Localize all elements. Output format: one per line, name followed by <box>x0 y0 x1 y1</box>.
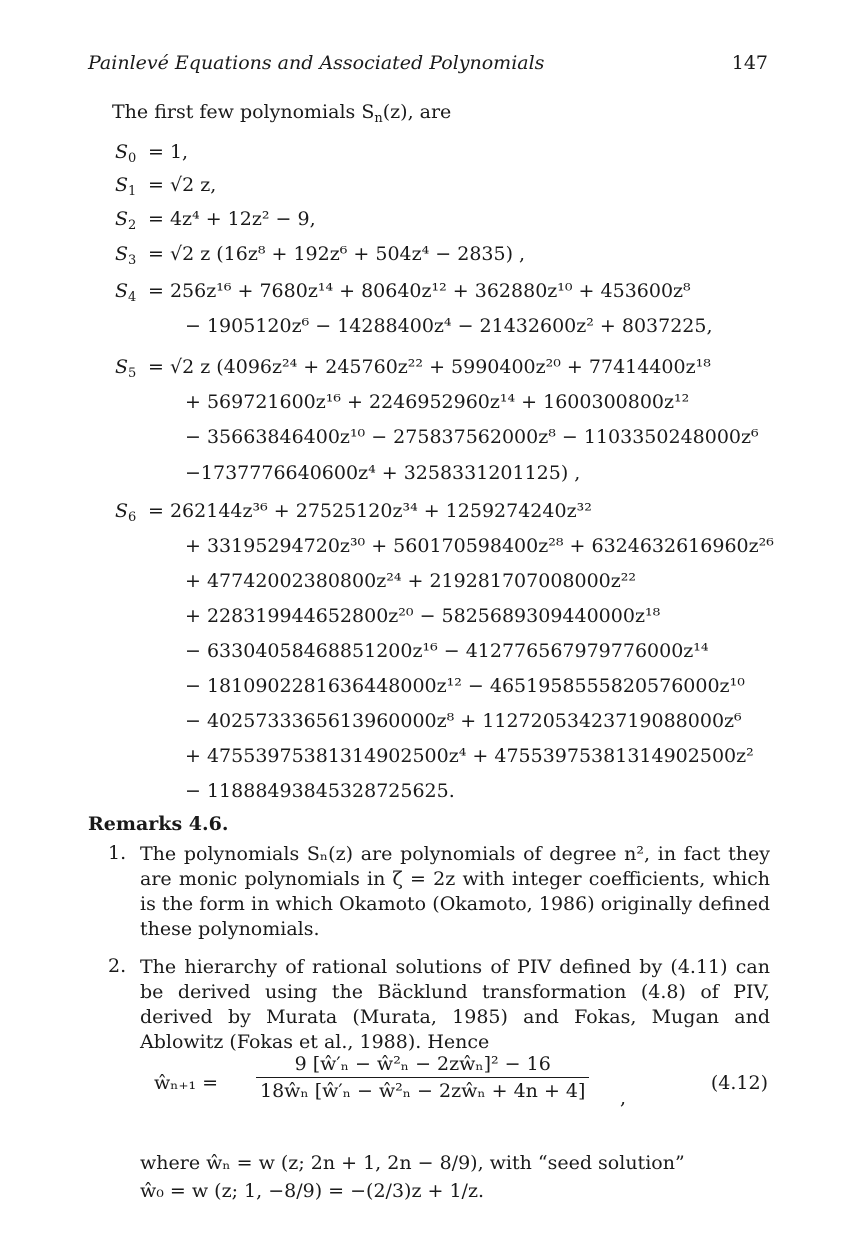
equation-s5-line2: + 569721600z¹⁶ + 2246952960z¹⁴ + 1600300800z¹² <box>185 391 690 413</box>
remarks-heading: Remarks 4.6. <box>88 813 229 835</box>
equation-s1: = √2 z, <box>148 174 217 196</box>
label-s4: $S_4$ <box>115 280 137 305</box>
equation-s2: = 4z⁴ + 12z² − 9, <box>148 208 316 230</box>
equation-s6-line3: + 47742002380800z²⁴ + 219281707008000z²² <box>185 570 637 592</box>
page-number: 147 <box>731 52 768 74</box>
equation-lhs: ŵₙ₊₁ = <box>154 1072 219 1094</box>
remark-text: The polynomials Sₙ(z) are polynomials of degree n², in fact they are monic polynomials in ζ = 2z with integer coefficients, which is the form in which Okamoto (Okamoto, 1986) originally defined these polynomials. <box>140 843 770 940</box>
running-title: Painlevé Equations and Associated Polynomials <box>88 52 545 74</box>
equation-s3: = √2 z (16z⁸ + 192z⁶ + 504z⁴ − 2835) , <box>148 243 526 265</box>
label-s3: $S_3$ <box>115 243 137 268</box>
equation-s6-line1: = 262144z³⁶ + 27525120z³⁴ + 1259274240z³² <box>148 500 592 522</box>
label-s5: $S_5$ <box>115 356 137 381</box>
running-header <box>88 52 768 80</box>
equation-s6-line8: + 47553975381314902500z⁴ + 47553975381314902500z² <box>185 745 754 767</box>
display-equation-4-12 <box>118 1053 768 1123</box>
label-s6: $S_6$ <box>115 500 137 525</box>
label-s0: $S_0$ <box>115 141 137 166</box>
label-s1: $S_1$ <box>115 174 137 199</box>
where-line-1: where ŵₙ = w (z; 2n + 1, 2n − 8/9), with “seed solution” <box>140 1152 685 1174</box>
equation-s6-line5: − 63304058468851200z¹⁶ − 412776567979776000z¹⁴ <box>185 640 709 662</box>
equation-s6-line6: − 1810902281636448000z¹² − 4651958555820576000z¹⁰ <box>185 675 745 697</box>
equation-s6-line2: + 33195294720z³⁰ + 560170598400z²⁸ + 6324632616960z²⁶ <box>185 535 774 557</box>
equation-s5-line3: − 35663846400z¹⁰ − 275837562000z⁸ − 1103350248000z⁶ <box>185 426 759 448</box>
intro-sentence: The first few polynomials $S_n(z)$, are <box>112 101 452 126</box>
remark-text: The hierarchy of rational solutions of PIV defined by (4.11) can be derived using the Bäcklund transformation (4.8) of PIV, derived by Murata (Murata, 1985) and Fokas, Mugan and Ablowitz (Fokas et al., 1988). Hence <box>140 956 770 1053</box>
remark-number: 2. <box>108 955 127 977</box>
equation-s0: = 1, <box>148 141 189 163</box>
equation-s5-line1: = √2 z (4096z²⁴ + 245760z²² + 5990400z²⁰ + 77414400z¹⁸ <box>148 356 711 378</box>
equation-s4-line2: − 1905120z⁶ − 14288400z⁴ − 21432600z² + 8037225, <box>185 315 713 337</box>
remark-number: 1. <box>108 842 127 864</box>
equation-s6-line7: − 4025733365613960000z⁸ + 11272053423719088000z⁶ <box>185 710 742 732</box>
fraction <box>256 1053 589 1102</box>
equation-s6-line9: − 11888493845328725625. <box>185 780 455 802</box>
label-s2: $S_2$ <box>115 208 137 233</box>
equation-s4-line1: = 256z¹⁶ + 7680z¹⁴ + 80640z¹² + 362880z¹⁰ + 453600z⁸ <box>148 280 691 302</box>
fraction-denominator: 18ŵₙ [ŵ′ₙ − ŵ²ₙ − 2zŵₙ + 4n + 4] <box>256 1077 589 1102</box>
fraction-numerator: 9 [ŵ′ₙ − ŵ²ₙ − 2zŵₙ]² − 16 <box>294 1053 551 1075</box>
equation-s5-line4: −1737776640600z⁴ + 3258331201125) , <box>185 462 581 484</box>
equation-number: (4.12) <box>710 1072 768 1094</box>
equation-comma: , <box>620 1087 627 1109</box>
where-line-2: ŵ₀ = w (z; 1, −8/9) = −(2/3)z + 1/z. <box>140 1180 484 1202</box>
equation-s6-line4: + 228319944652800z²⁰ − 5825689309440000z¹⁸ <box>185 605 661 627</box>
